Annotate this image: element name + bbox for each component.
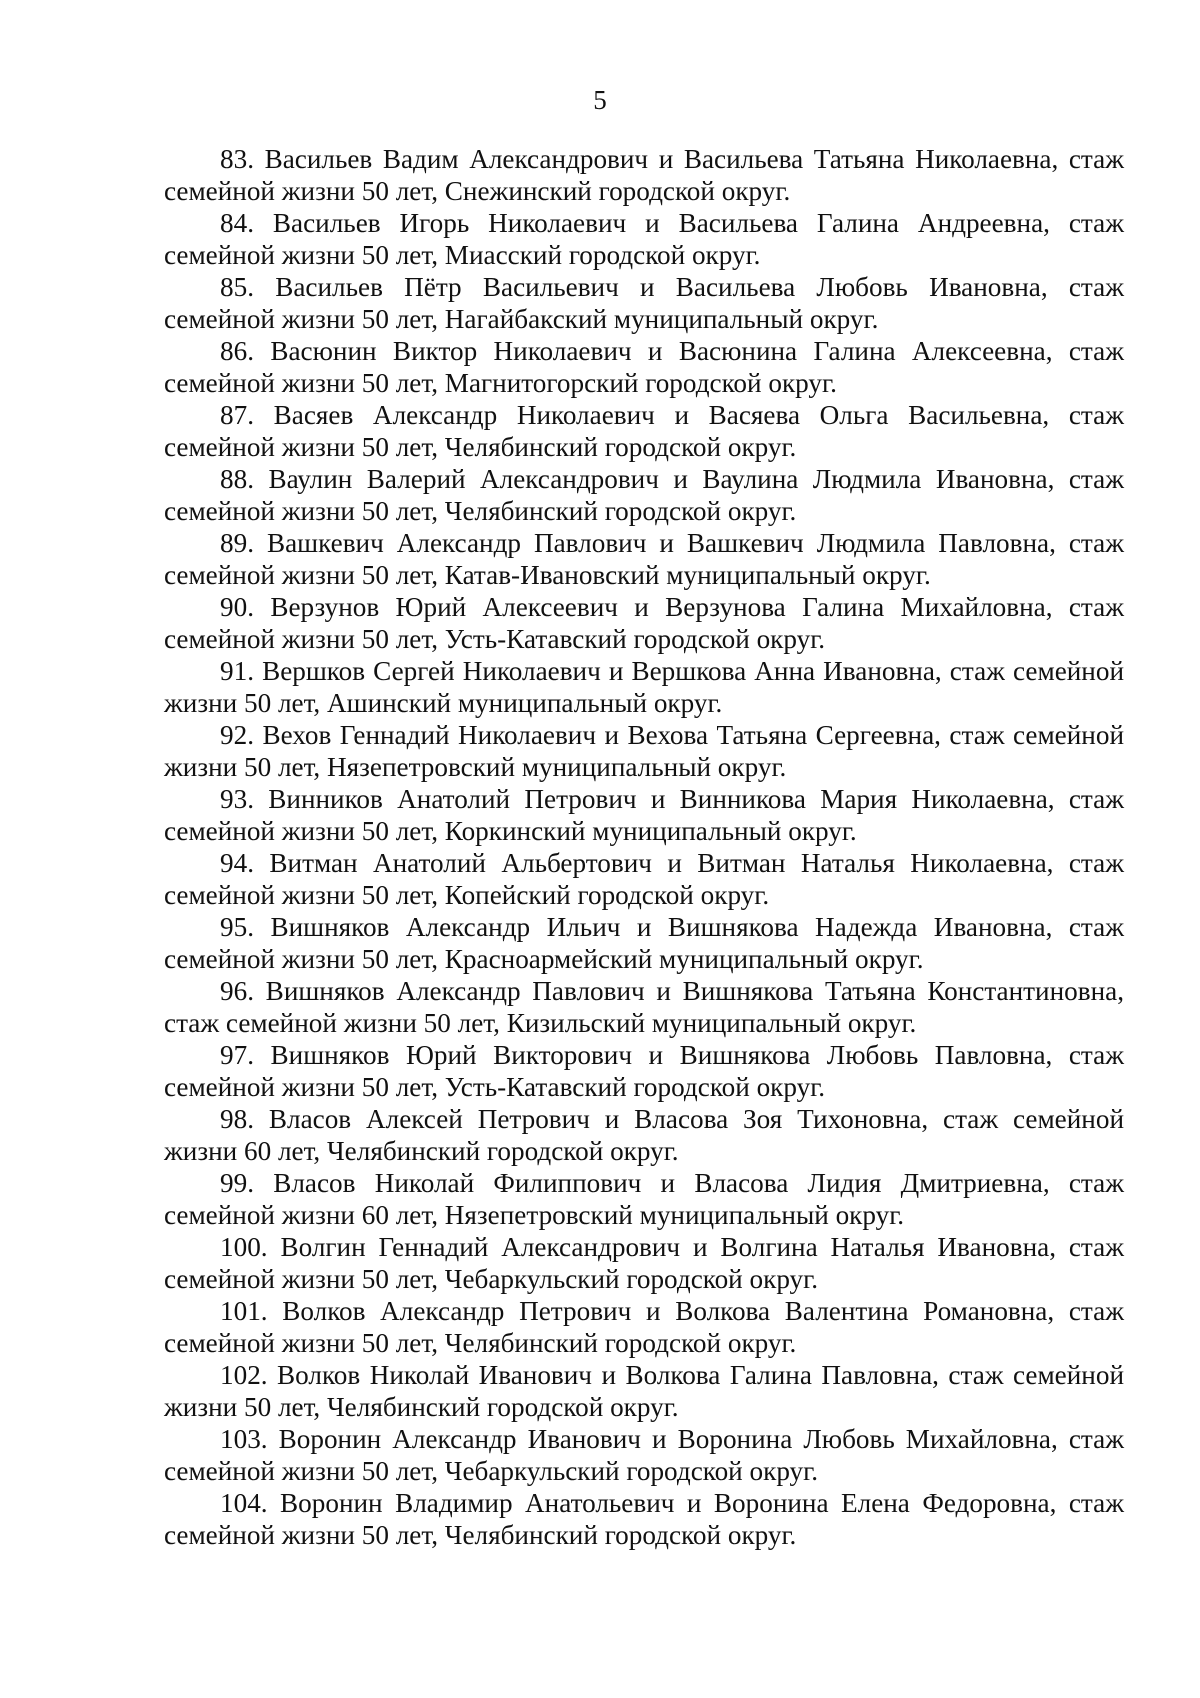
list-item: 85. Васильев Пётр Васильевич и Васильева Любовь Ивановна, стаж семейной жизни 50 лет, Нагайбакский муниципальный округ. — [164, 272, 1124, 334]
list-item: 93. Винников Анатолий Петрович и Винникова Мария Николаевна, стаж семейной жизни 50 лет, Коркинский муниципальный округ. — [164, 784, 1124, 846]
list-item: 95. Вишняков Александр Ильич и Вишнякова Надежда Ивановна, стаж семейной жизни 50 лет, Красноармейский муниципальный округ. — [164, 912, 1124, 974]
list-item: 99. Власов Николай Филиппович и Власова Лидия Дмитриевна, стаж семейной жизни 60 лет, Нязепетровский муниципальный округ. — [164, 1168, 1124, 1230]
list-item: 90. Верзунов Юрий Алексеевич и Верзунова Галина Михайловна, стаж семейной жизни 50 лет, Усть-Катавский городской округ. — [164, 592, 1124, 654]
list-item: 103. Воронин Александр Иванович и Воронина Любовь Михайловна, стаж семейной жизни 50 лет, Чебаркульский городской округ. — [164, 1424, 1124, 1486]
page-number: 5 — [593, 85, 607, 115]
list-item: 96. Вишняков Александр Павлович и Вишнякова Татьяна Константиновна, стаж семейной жизни 50 лет, Кизильский муниципальный округ. — [164, 976, 1124, 1038]
list-item: 83. Васильев Вадим Александрович и Васильева Татьяна Николаевна, стаж семейной жизни 50 лет, Снежинский городской округ. — [164, 144, 1124, 206]
list-item: 88. Ваулин Валерий Александрович и Ваулина Людмила Ивановна, стаж семейной жизни 50 лет, Челябинский городской округ. — [164, 464, 1124, 526]
entry-list — [164, 143, 1124, 1551]
list-item: 101. Волков Александр Петрович и Волкова Валентина Романовна, стаж семейной жизни 50 лет, Челябинский городской округ. — [164, 1296, 1124, 1358]
list-item: 87. Васяев Александр Николаевич и Васяева Ольга Васильевна, стаж семейной жизни 50 лет, Челябинский городской округ. — [164, 400, 1124, 462]
list-item: 89. Вашкевич Александр Павлович и Вашкевич Людмила Павловна, стаж семейной жизни 50 лет, Катав-Ивановский муниципальный округ. — [164, 528, 1124, 590]
list-item: 86. Васюнин Виктор Николаевич и Васюнина Галина Алексеевна, стаж семейной жизни 50 лет, Магнитогорский городской округ. — [164, 336, 1124, 398]
list-item: 84. Васильев Игорь Николаевич и Васильева Галина Андреевна, стаж семейной жизни 50 лет, Миасский городской округ. — [164, 208, 1124, 270]
list-item: 92. Вехов Геннадий Николаевич и Вехова Татьяна Сергеевна, стаж семейной жизни 50 лет, Нязепетровский муниципальный округ. — [164, 720, 1124, 782]
list-item: 97. Вишняков Юрий Викторович и Вишнякова Любовь Павловна, стаж семейной жизни 50 лет, Усть-Катавский городской округ. — [164, 1040, 1124, 1102]
list-item: 102. Волков Николай Иванович и Волкова Галина Павловна, стаж семейной жизни 50 лет, Челябинский городской округ. — [164, 1360, 1124, 1422]
list-item: 94. Витман Анатолий Альбертович и Витман Наталья Николаевна, стаж семейной жизни 50 лет, Копейский городской округ. — [164, 848, 1124, 910]
list-item: 98. Власов Алексей Петрович и Власова Зоя Тихоновна, стаж семейной жизни 60 лет, Челябинский городской округ. — [164, 1104, 1124, 1166]
list-item: 100. Волгин Геннадий Александрович и Волгина Наталья Ивановна, стаж семейной жизни 50 лет, Чебаркульский городской округ. — [164, 1232, 1124, 1294]
list-item: 91. Вершков Сергей Николаевич и Вершкова Анна Ивановна, стаж семейной жизни 50 лет, Ашинский муниципальный округ. — [164, 656, 1124, 718]
list-item: 104. Воронин Владимир Анатольевич и Воронина Елена Федоровна, стаж семейной жизни 50 лет, Челябинский городской округ. — [164, 1488, 1124, 1550]
